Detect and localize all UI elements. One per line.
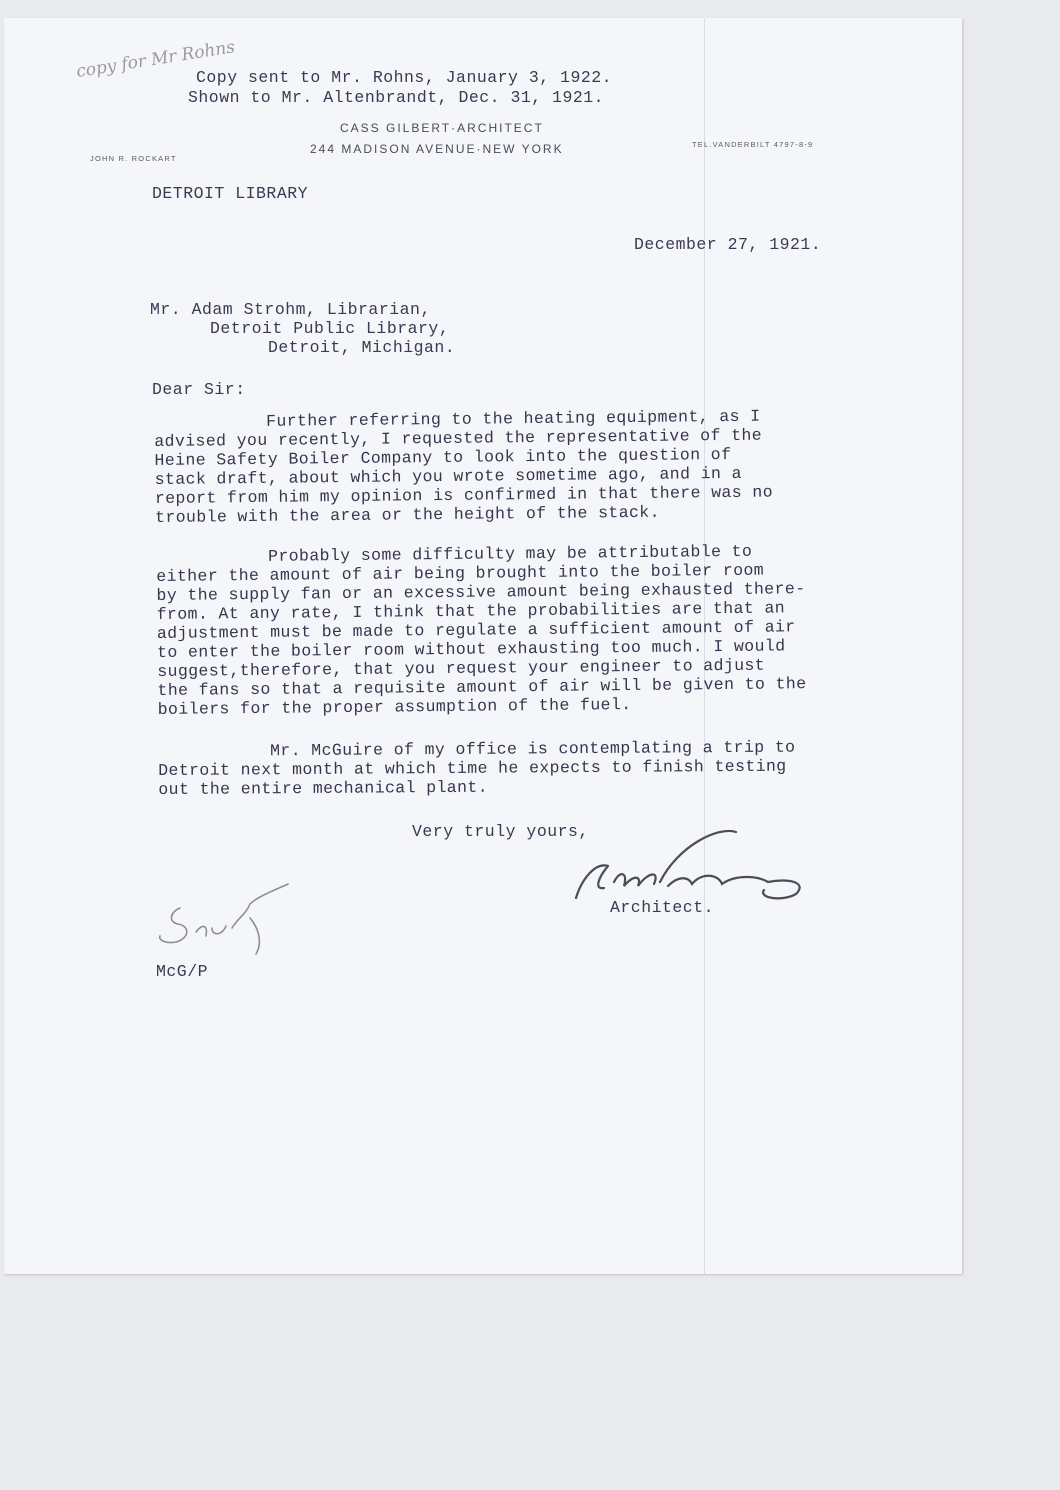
letterhead-firm: CASS GILBERT·ARCHITECT [340,121,544,135]
paragraph-line: boilers for the proper assumption of the fuel. [157,695,632,719]
letterhead-telephone: TEL.VANDERBILT 4797-8-9 [692,140,814,149]
subject-line: DETROIT LIBRARY [152,184,309,203]
paragraph-line: out the entire mechanical plant. [158,777,489,799]
paragraph-line: the fans so that a requisite amount of air will be given to the [157,674,807,700]
body-paragraph-3 [158,738,796,799]
recipient-line-2: Detroit Public Library, [210,319,450,338]
paragraph-line: report from him my opinion is confirmed in that there was no [154,482,774,508]
paragraph-line: Mr. McGuire of my office is contemplating a trip to [269,737,796,761]
signature-title: Architect. [610,898,715,917]
paragraph-line: either the amount of air being brought into the boiler room [156,560,765,586]
paragraph-line: suggest,therefore, that you request your engineer to adjust [157,655,766,681]
body-paragraph-2 [156,541,807,719]
body-paragraph-1 [154,407,773,527]
paragraph-line: Further referring to the heating equipment, as I [265,406,761,431]
paragraph-line: Probably some difficulty may be attributable to [267,541,753,566]
paragraph-line: Heine Safety Boiler Company to look into the question of [154,444,732,470]
initials-signature [150,878,300,958]
paragraph-line: trouble with the area or the height of the stack. [154,502,660,527]
recipient-line-1: Mr. Adam Strohm, Librarian, [150,300,431,319]
shown-to-note: Shown to Mr. Altenbrandt, Dec. 31, 1921. [188,88,605,107]
reference-initials: McG/P [156,962,209,981]
letter-date: December 27, 1921. [634,235,822,254]
handwritten-note: copy for Mr Rohns [74,37,237,82]
paragraph-line: from. At any rate, I think that the probabilities are that an [156,598,786,624]
closing: Very truly yours, [412,822,589,841]
salutation: Dear Sir: [152,380,246,399]
copy-sent-note: Copy sent to Mr. Rohns, January 3, 1922. [196,68,613,87]
paragraph-line: by the supply fan or an excessive amount being exhausted there- [156,579,806,605]
paragraph-line: to enter the boiler room without exhausting too much. I would [156,636,786,662]
paragraph-line: advised you recently, I requested the representative of the [154,425,763,451]
recipient-line-3: Detroit, Michigan. [268,338,456,357]
letterhead-address: 244 MADISON AVENUE·NEW YORK [310,142,564,156]
paragraph-line: Detroit next month at which time he expects to finish testing [158,756,787,780]
letter-page [4,18,962,1274]
letterhead-left-name: JOHN R. ROCKART [90,154,177,163]
paragraph-line: adjustment must be made to regulate a sufficient amount of air [156,617,796,643]
paragraph-line: stack draft, about which you wrote sometime ago, and in a [154,463,742,489]
architect-signature [568,826,818,906]
